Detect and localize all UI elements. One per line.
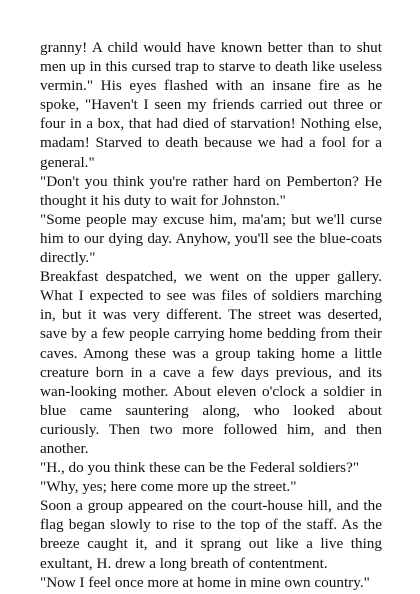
paragraph-1: granny! A child would have known better than to shut men up in this cursed trap to starve to death like useless vermin." His eyes flashed with an insane fire as he spoke, "Haven't I seen my friends carried out three or four in a box, that had died of starvation! Nothing else, madam! Starved to death because we had a fool for a general." bbox=[40, 39, 382, 171]
paragraph-3: "Some people may excuse him, ma'am; but we'll curse him to our dying day. Anyhow, you'll see the blue-coats directly." bbox=[40, 210, 382, 267]
paragraph-7: Soon a group appeared on the court-house hill, and the flag began slowly to rise to the top of the staff. As the breeze caught it, and it sprang out like a live thing exultant, H. drew a long breath of contentment. bbox=[40, 497, 382, 572]
paragraph-2: "Don't you think you're rather hard on Pemberton? He thought it his duty to wait for Johnston." bbox=[40, 172, 382, 209]
paragraph-8: "Now I feel once more at home in mine own country." bbox=[40, 573, 370, 591]
paragraph-6: "Why, yes; here come more up the street." bbox=[40, 478, 297, 496]
paragraph-4: Breakfast despatched, we went on the upper gallery. What I expected to see was files of soldiers marching in, but it was very different. The street was deserted, save by a few people carrying home bedding from their caves. Among these was a group taking home a little creature born in a cave a few days previous, and its wan-looking mother. About eleven o'clock a soldier in blue came sauntering along, who looked about curiously. Then two more followed him, and then another. bbox=[40, 268, 382, 457]
paragraph-5: "H., do you think these can be the Federal soldiers?" bbox=[40, 459, 360, 477]
document-page bbox=[40, 38, 382, 592]
